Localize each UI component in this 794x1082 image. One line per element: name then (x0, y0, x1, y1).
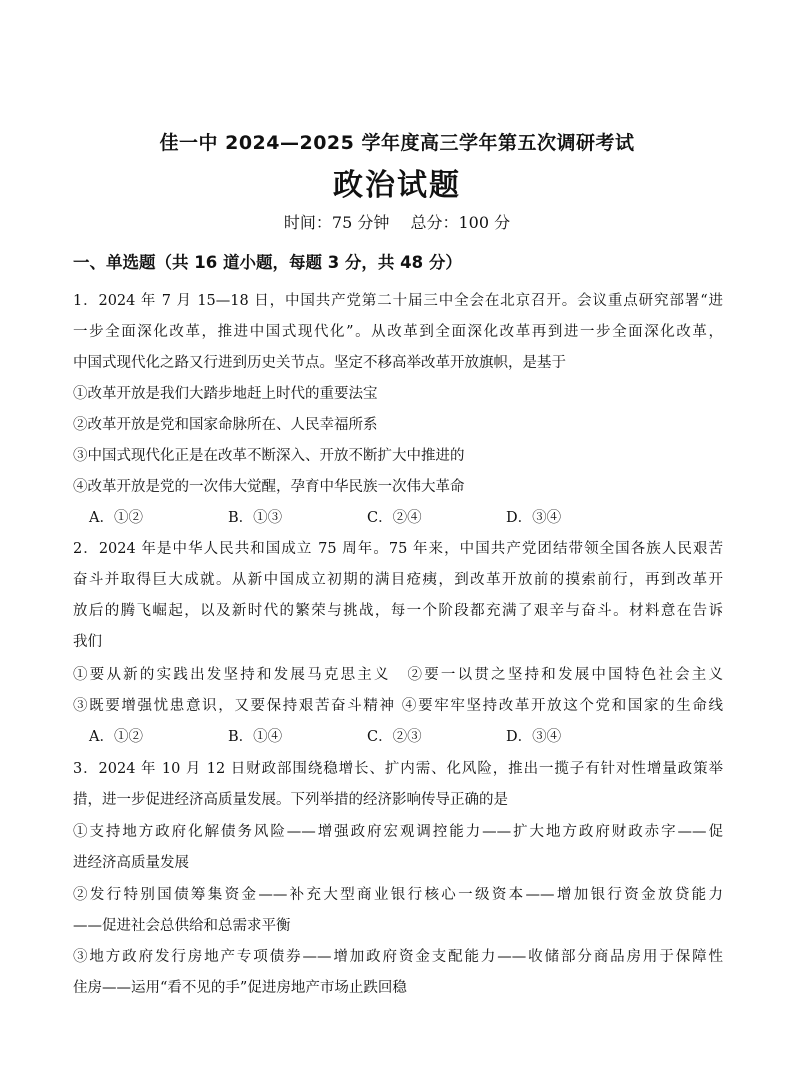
question-1-statement: ②改革开放是党和国家命脉所在、人民幸福所系 (73, 417, 378, 433)
question-1-stem-line: 1．2024 年 7 月 15—18 日，中国共产党第二十届三中全会在北京召开。会议重点研究部署“进 (73, 293, 723, 309)
question-3-statement: 进经济高质量发展 (73, 855, 189, 871)
option-c: C．②④ (367, 510, 422, 526)
question-2-stem-line: 2．2024 年是中华人民共和国成立 75 周年。75 年来，中国共产党团结带领全国各族人民艰苦 (73, 541, 723, 557)
question-2-stem-line: 我们 (73, 634, 102, 650)
option-d: D．③④ (506, 729, 562, 745)
question-3-stem-line: 3．2024 年 10 月 12 日财政部围绕稳增长、扩内需、化风险，推出一揽子有针对性增量政策举 (73, 761, 723, 777)
question-3-stem-line: 措，进一步促进经济高质量发展。下列举措的经济影响传导正确的是 (73, 792, 508, 808)
question-2-stem-line: 放后的腾飞崛起，以及新时代的繁荣与挑战，每一个阶段都充满了艰辛与奋斗。材料意在告诉 (73, 603, 723, 619)
question-2-stem-line: 奋斗并取得巨大成就。从新中国成立初期的满目疮痍，到改革开放前的摸索前行，再到改革开 (73, 572, 723, 588)
exam-info (0, 210, 794, 233)
option-c: C．②③ (367, 729, 422, 745)
question-3-statement: ②发行特别国债筹集资金——补充大型商业银行核心一级资本——增加银行资金放贷能力 (73, 887, 723, 903)
question-1-stem-line: 中国式现代化之路又行进到历史关节点。坚定不移高举改革开放旗帜，是基于 (73, 355, 566, 371)
question-3-statement: ③地方政府发行房地产专项债券——增加政府资金支配能力——收储部分商品房用于保障性 (73, 949, 723, 965)
exam-time: 时间：75 分钟 (283, 213, 390, 232)
question-1-statement: ④改革开放是党的一次伟大觉醒，孕育中华民族一次伟大革命 (73, 479, 465, 495)
question-2-statement: ①要从新的实践出发坚持和发展马克思主义 ②要一以贯之坚持和发展中国特色社会主义 (73, 667, 723, 683)
option-a: A．①② (89, 729, 143, 745)
question-1-stem-line: 一步全面深化改革，推进中国式现代化”。从改革到全面深化改革再到进一步全面深化改革， (73, 324, 723, 340)
option-a: A．①② (89, 510, 143, 526)
question-3-statement: ——促进社会总供给和总需求平衡 (73, 918, 291, 934)
exam-title: 佳一中 2024—2025 学年度高三学年第五次调研考试 (159, 132, 635, 154)
option-d: D．③④ (506, 510, 562, 526)
section-heading: 一、单选题（共 16 道小题，每题 3 分，共 48 分） (73, 253, 462, 272)
question-3-statement: 住房——运用“看不见的手”促进房地产市场止跌回稳 (73, 980, 407, 996)
question-3-statement: ①支持地方政府化解债务风险——增强政府宏观调控能力——扩大地方政府财政赤字——促 (73, 824, 723, 840)
question-1-statement: ①改革开放是我们大踏步地赶上时代的重要法宝 (73, 386, 378, 402)
subject-title: 政治试题 (333, 168, 461, 203)
question-1-options (89, 508, 689, 528)
exam-total-score: 总分：100 分 (410, 213, 511, 232)
option-b: B．①④ (228, 729, 283, 745)
question-1-statement: ③中国式现代化正是在改革不断深入、开放不断扩大中推进的 (73, 448, 465, 464)
question-2-statement: ③既要增强忧患意识，又要保持艰苦奋斗精神 ④要牢牢坚持改革开放这个党和国家的生命线 (73, 698, 723, 714)
option-b: B．①③ (228, 510, 283, 526)
question-2-options (89, 727, 689, 747)
